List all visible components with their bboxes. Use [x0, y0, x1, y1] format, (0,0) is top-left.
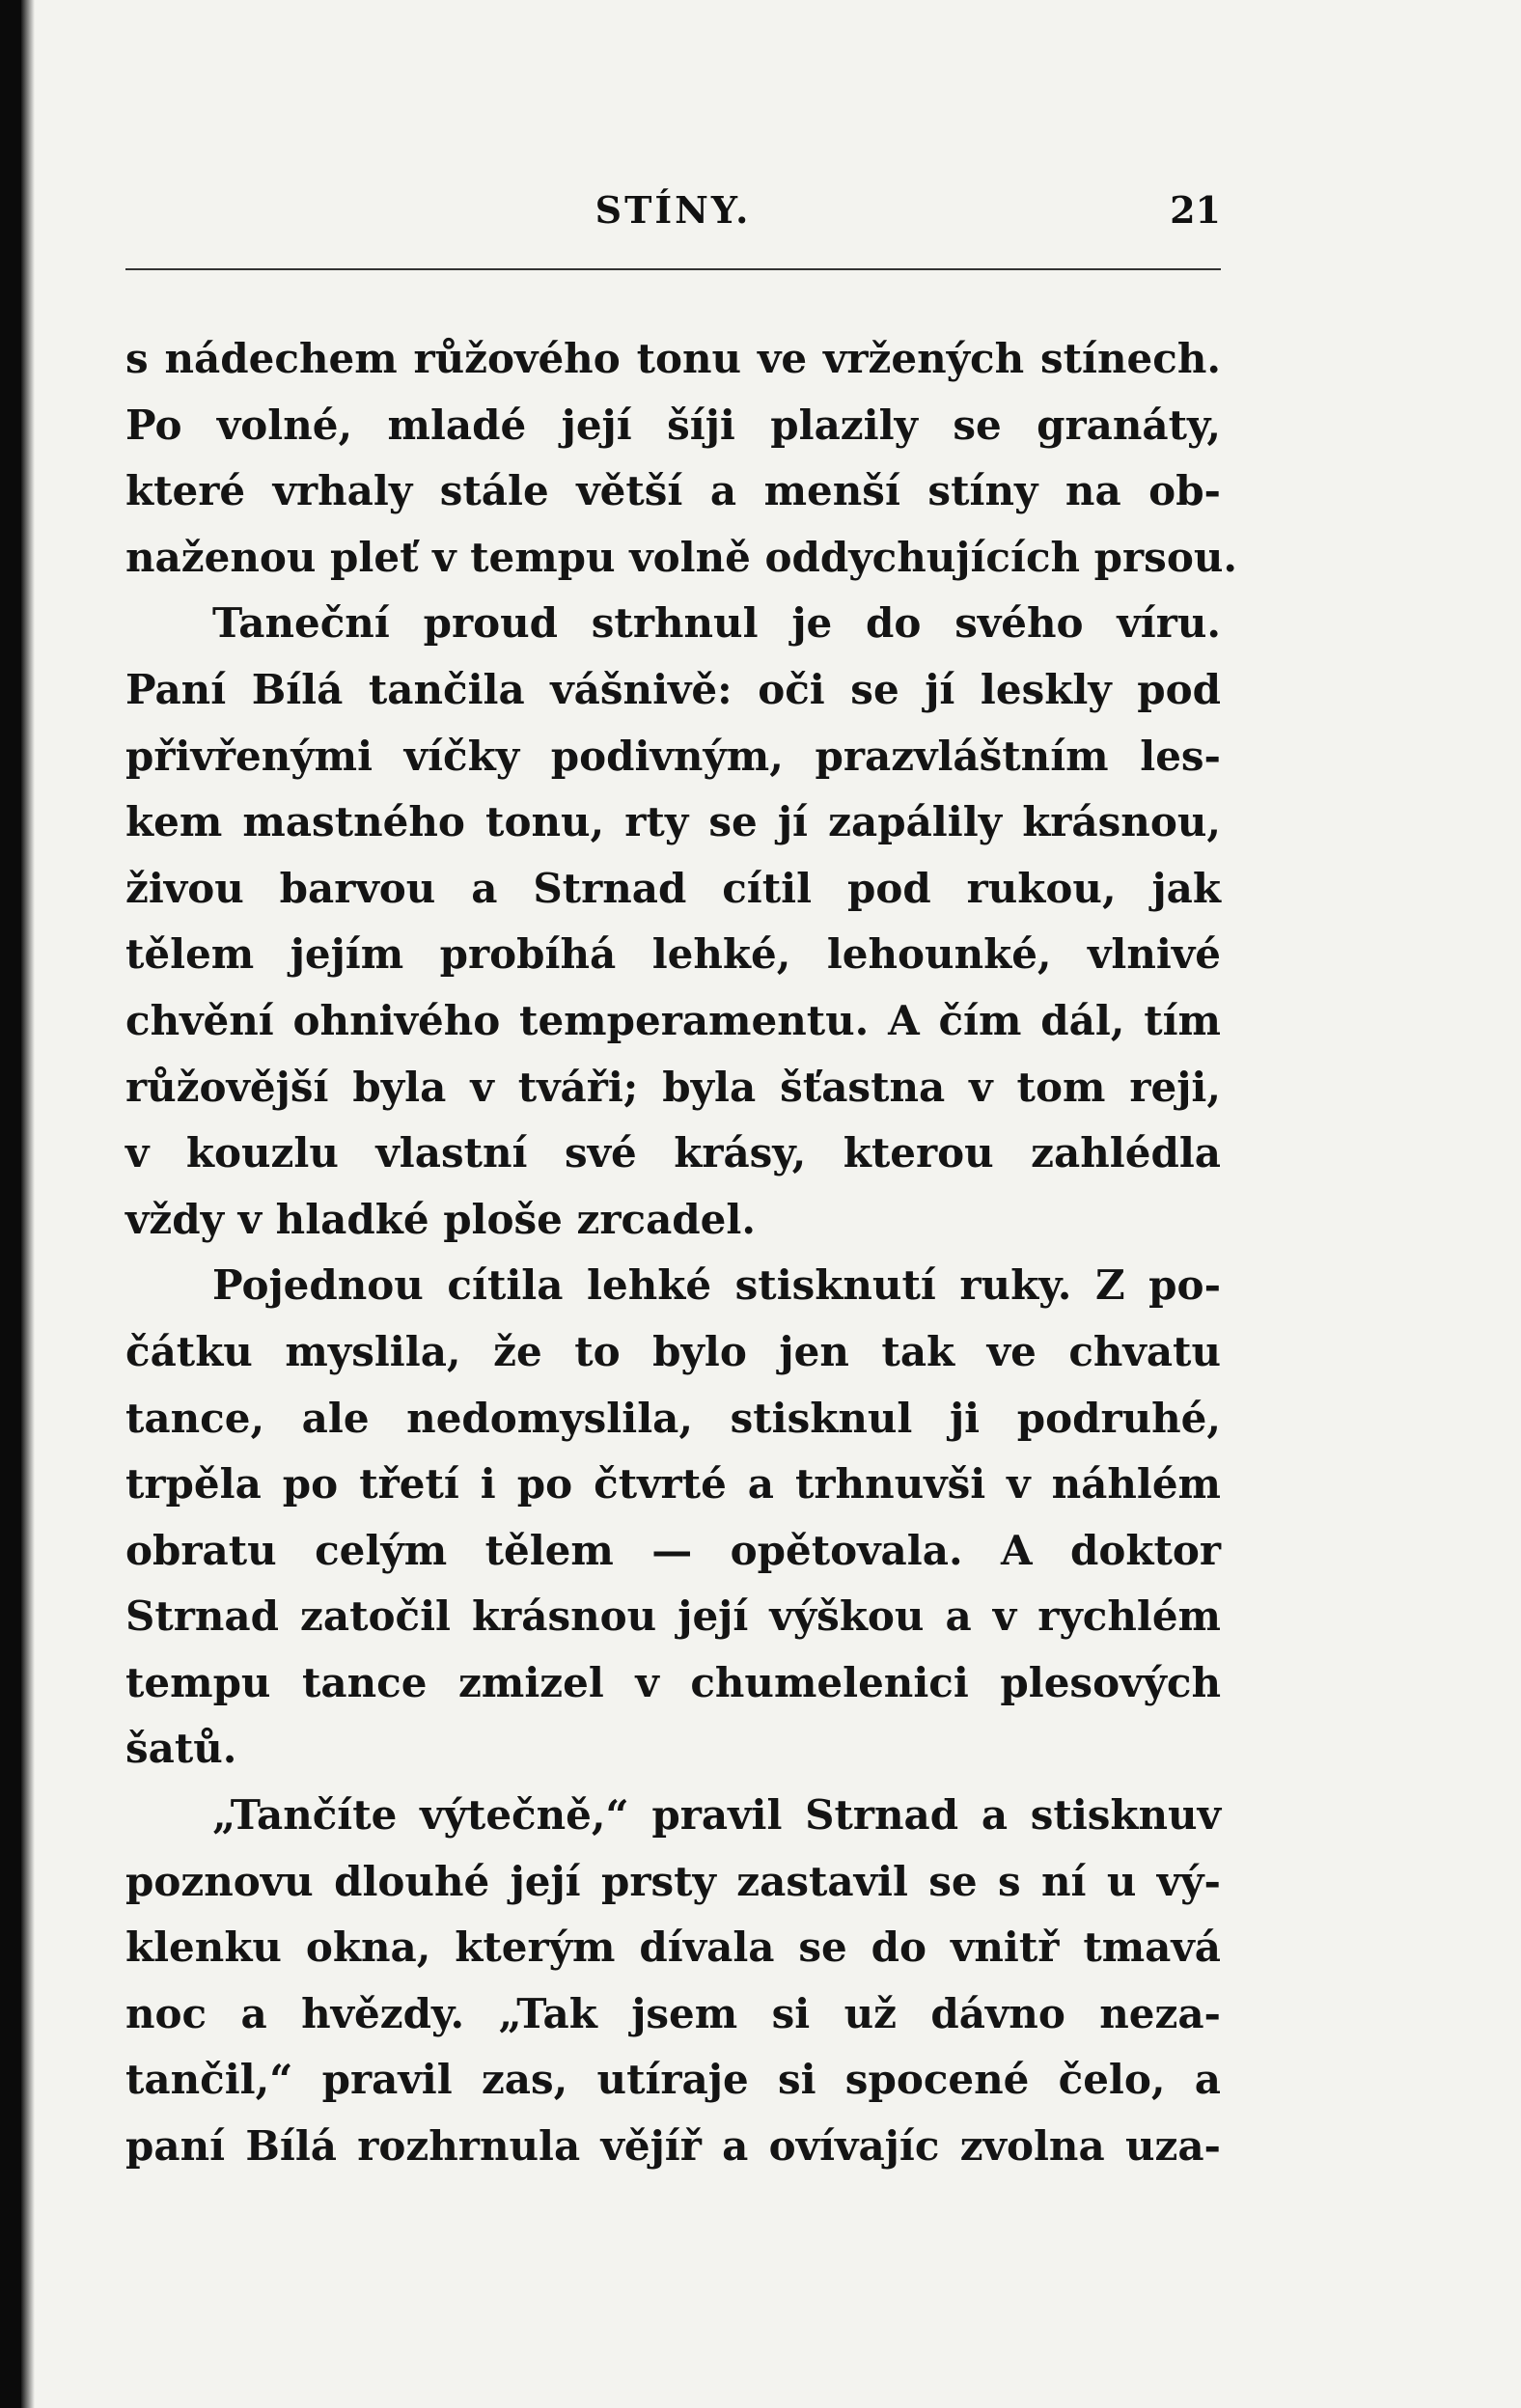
header-rule: [125, 268, 1221, 270]
text-line: trpěla po třetí i po čtvrté a trhnuvši v náhlém: [125, 1460, 1221, 1508]
text-line: paní Bílá rozhrnula vějíř a ovívajíc zvolna uza-: [125, 2122, 1221, 2171]
body-text: [125, 326, 1237, 2180]
text-line: kem mastného tonu, rty se jí zapálily krásnou,: [125, 798, 1221, 846]
running-title: STÍNY.: [595, 188, 752, 232]
text-line: Strnad zatočil krásnou její výškou a v rychlém: [125, 1592, 1221, 1641]
text-line: „Tančíte výtečně,“ pravil Strnad a stisknuv: [212, 1791, 1221, 1840]
text-line: poznovu dlouhé její prsty zastavil se s ní u vý-: [125, 1857, 1221, 1905]
text-line: Po volné, mladé její šíji plazily se granáty,: [125, 401, 1221, 449]
text-line: šatů.: [125, 1725, 237, 1773]
page-edge-shadow: [21, 0, 35, 2408]
text-line: tančil,“ pravil zas, utíraje si spocené čelo, a: [125, 2056, 1221, 2104]
text-line: Paní Bílá tančila vášnivě: oči se jí leskly pod: [125, 665, 1221, 713]
text-line: naženou pleť v tempu volně oddychujících prsou.: [125, 533, 1237, 581]
text-line: noc a hvězdy. „Tak jsem si už dávno neza-: [125, 1989, 1221, 2037]
page-header: [125, 188, 1221, 246]
page-number: 21: [1170, 188, 1221, 232]
text-line: Taneční proud strhnul je do svého víru.: [212, 599, 1221, 648]
text-line: tance, ale nedomyslila, stisknul ji podruhé,: [125, 1394, 1221, 1442]
text-line: živou barvou a Strnad cítil pod rukou, jak: [125, 864, 1221, 912]
text-line: s nádechem růžového tonu ve vržených stínech.: [125, 335, 1221, 382]
text-line: obratu celým tělem — opětovala. A doktor: [125, 1526, 1221, 1574]
text-line: tempu tance zmizel v chumelenici plesových: [125, 1658, 1221, 1706]
text-line: čátku myslila, že to bylo jen tak ve chvatu: [125, 1327, 1221, 1375]
text-line: chvění ohnivého temperamentu. A čím dál, tím: [125, 996, 1221, 1044]
text-line: přivřenými víčky podivným, prazvláštním les-: [125, 732, 1221, 780]
text-line: které vrhaly stále větší a menší stíny na ob-: [125, 467, 1221, 515]
text-line: vždy v hladké ploše zrcadel.: [125, 1195, 756, 1243]
text-line: Pojednou cítila lehké stisknutí ruky. Z po-: [212, 1261, 1221, 1310]
text-line: klenku okna, kterým dívala se do vnitř tmavá: [125, 1924, 1221, 1972]
text-line: růžovější byla v tváři; byla šťastna v tom reji,: [125, 1063, 1221, 1111]
text-line: v kouzlu vlastní své krásy, kterou zahlédla: [125, 1129, 1221, 1177]
text-line: tělem jejím probíhá lehké, lehounké, vlnivé: [125, 930, 1221, 979]
